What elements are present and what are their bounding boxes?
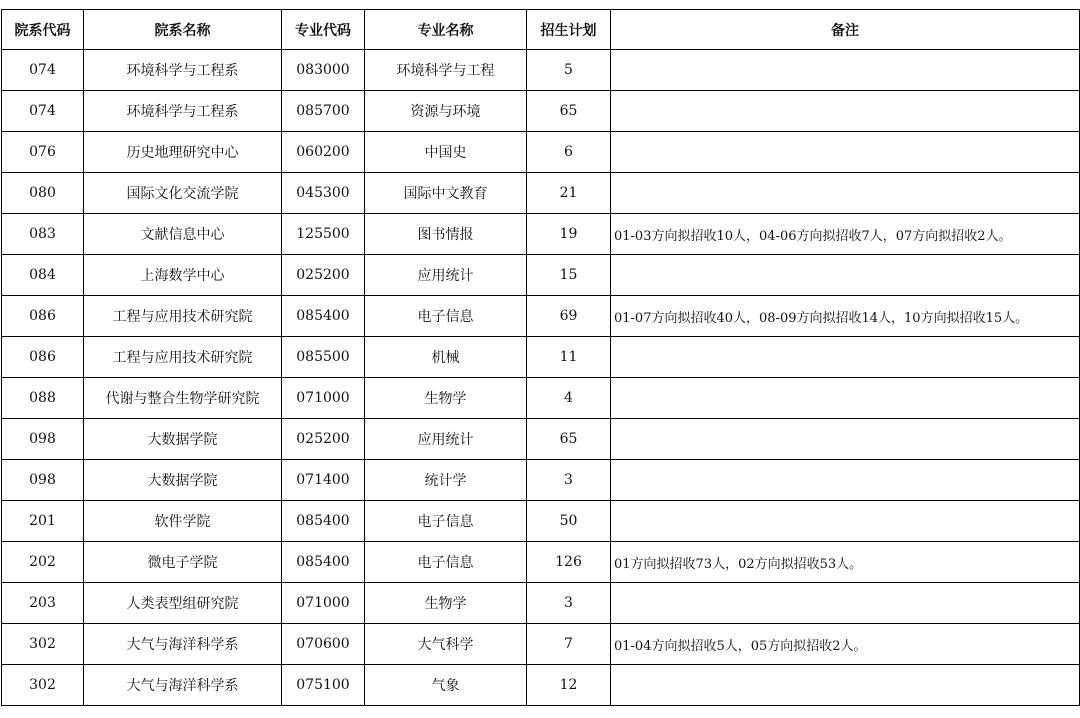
quota-cell: 3 — [527, 460, 611, 501]
dept-name-cell: 环境科学与工程系 — [84, 91, 282, 132]
dept-code-cell: 098 — [2, 419, 84, 460]
major-name-cell: 应用统计 — [365, 419, 527, 460]
major-name-cell: 中国史 — [365, 132, 527, 173]
table-row — [2, 173, 1080, 214]
dept-name-cell: 文献信息中心 — [84, 214, 282, 255]
table-row — [2, 665, 1080, 706]
major-code-cell: 085500 — [282, 337, 365, 378]
major-name-cell: 国际中文教育 — [365, 173, 527, 214]
quota-cell: 7 — [527, 624, 611, 665]
quota-cell: 19 — [527, 214, 611, 255]
note-cell — [611, 132, 1080, 173]
major-name-cell: 气象 — [365, 665, 527, 706]
major-name-cell: 资源与环境 — [365, 91, 527, 132]
major-code-cell: 025200 — [282, 255, 365, 296]
table-row — [2, 501, 1080, 542]
dept-name-cell: 人类表型组研究院 — [84, 583, 282, 624]
dept-code-cell: 074 — [2, 50, 84, 91]
dept-name-cell: 环境科学与工程系 — [84, 50, 282, 91]
quota-cell: 4 — [527, 378, 611, 419]
note-cell — [611, 665, 1080, 706]
major-code-cell: 125500 — [282, 214, 365, 255]
dept-code-cell: 080 — [2, 173, 84, 214]
dept-code-cell: 086 — [2, 296, 84, 337]
note-cell — [611, 460, 1080, 501]
note-cell — [611, 255, 1080, 296]
dept-code-cell: 098 — [2, 460, 84, 501]
dept-name-cell: 历史地理研究中心 — [84, 132, 282, 173]
major-code-cell: 083000 — [282, 50, 365, 91]
enrollment-plan-table — [1, 9, 1080, 706]
note-cell: 01方向拟招收73人，02方向拟招收53人。 — [611, 542, 1080, 583]
major-name-cell: 电子信息 — [365, 501, 527, 542]
quota-cell: 65 — [527, 91, 611, 132]
dept-name-cell: 软件学院 — [84, 501, 282, 542]
note-cell — [611, 583, 1080, 624]
quota-cell: 126 — [527, 542, 611, 583]
major-code-cell: 075100 — [282, 665, 365, 706]
dept-code-cell: 302 — [2, 624, 84, 665]
quota-cell: 12 — [527, 665, 611, 706]
note-cell — [611, 419, 1080, 460]
header-dept-name: 院系名称 — [84, 10, 282, 50]
dept-name-cell: 大气与海洋科学系 — [84, 665, 282, 706]
major-name-cell: 电子信息 — [365, 296, 527, 337]
major-name-cell: 电子信息 — [365, 542, 527, 583]
quota-cell: 3 — [527, 583, 611, 624]
header-major-code: 专业代码 — [282, 10, 365, 50]
header-dept-code: 院系代码 — [2, 10, 84, 50]
major-name-cell: 环境科学与工程 — [365, 50, 527, 91]
quota-cell: 6 — [527, 132, 611, 173]
header-major-name: 专业名称 — [365, 10, 527, 50]
table-row — [2, 296, 1080, 337]
major-code-cell: 085400 — [282, 296, 365, 337]
dept-name-cell: 微电子学院 — [84, 542, 282, 583]
dept-name-cell: 上海数学中心 — [84, 255, 282, 296]
major-name-cell: 统计学 — [365, 460, 527, 501]
dept-name-cell: 代谢与整合生物学研究院 — [84, 378, 282, 419]
major-code-cell: 025200 — [282, 419, 365, 460]
major-name-cell: 应用统计 — [365, 255, 527, 296]
major-code-cell: 071000 — [282, 583, 365, 624]
quota-cell: 15 — [527, 255, 611, 296]
major-name-cell: 生物学 — [365, 378, 527, 419]
major-code-cell: 071000 — [282, 378, 365, 419]
major-name-cell: 图书情报 — [365, 214, 527, 255]
table-row — [2, 91, 1080, 132]
table-header — [2, 10, 1080, 50]
header-row — [2, 10, 1080, 50]
dept-code-cell: 201 — [2, 501, 84, 542]
major-name-cell: 大气科学 — [365, 624, 527, 665]
major-name-cell: 生物学 — [365, 583, 527, 624]
dept-code-cell: 074 — [2, 91, 84, 132]
table-row — [2, 337, 1080, 378]
note-cell: 01-07方向拟招收40人，08-09方向拟招收14人，10方向拟招收15人。 — [611, 296, 1080, 337]
header-quota: 招生计划 — [527, 10, 611, 50]
table-row — [2, 583, 1080, 624]
quota-cell: 65 — [527, 419, 611, 460]
table-row — [2, 378, 1080, 419]
major-code-cell: 085400 — [282, 542, 365, 583]
table-row — [2, 214, 1080, 255]
major-code-cell: 070600 — [282, 624, 365, 665]
table-row — [2, 542, 1080, 583]
dept-name-cell: 工程与应用技术研究院 — [84, 296, 282, 337]
note-cell — [611, 91, 1080, 132]
quota-cell: 5 — [527, 50, 611, 91]
dept-code-cell: 203 — [2, 583, 84, 624]
dept-code-cell: 076 — [2, 132, 84, 173]
dept-name-cell: 工程与应用技术研究院 — [84, 337, 282, 378]
dept-code-cell: 086 — [2, 337, 84, 378]
note-cell — [611, 173, 1080, 214]
table-body — [2, 50, 1080, 706]
dept-code-cell: 202 — [2, 542, 84, 583]
quota-cell: 21 — [527, 173, 611, 214]
dept-name-cell: 大数据学院 — [84, 419, 282, 460]
dept-code-cell: 302 — [2, 665, 84, 706]
table-row — [2, 419, 1080, 460]
quota-cell: 50 — [527, 501, 611, 542]
table-row — [2, 132, 1080, 173]
note-cell — [611, 337, 1080, 378]
table-row — [2, 50, 1080, 91]
major-code-cell: 045300 — [282, 173, 365, 214]
dept-name-cell: 大数据学院 — [84, 460, 282, 501]
note-cell: 01-03方向拟招收10人，04-06方向拟招收7人，07方向拟招收2人。 — [611, 214, 1080, 255]
dept-name-cell: 大气与海洋科学系 — [84, 624, 282, 665]
quota-cell: 69 — [527, 296, 611, 337]
note-cell: 01-04方向拟招收5人，05方向拟招收2人。 — [611, 624, 1080, 665]
major-name-cell: 机械 — [365, 337, 527, 378]
major-code-cell: 085400 — [282, 501, 365, 542]
dept-name-cell: 国际文化交流学院 — [84, 173, 282, 214]
dept-code-cell: 083 — [2, 214, 84, 255]
dept-code-cell: 088 — [2, 378, 84, 419]
major-code-cell: 060200 — [282, 132, 365, 173]
note-cell — [611, 50, 1080, 91]
note-cell — [611, 501, 1080, 542]
dept-code-cell: 084 — [2, 255, 84, 296]
major-code-cell: 085700 — [282, 91, 365, 132]
major-code-cell: 071400 — [282, 460, 365, 501]
table-row — [2, 624, 1080, 665]
table-row — [2, 255, 1080, 296]
header-note: 备注 — [611, 10, 1080, 50]
note-cell — [611, 378, 1080, 419]
quota-cell: 11 — [527, 337, 611, 378]
table-row — [2, 460, 1080, 501]
